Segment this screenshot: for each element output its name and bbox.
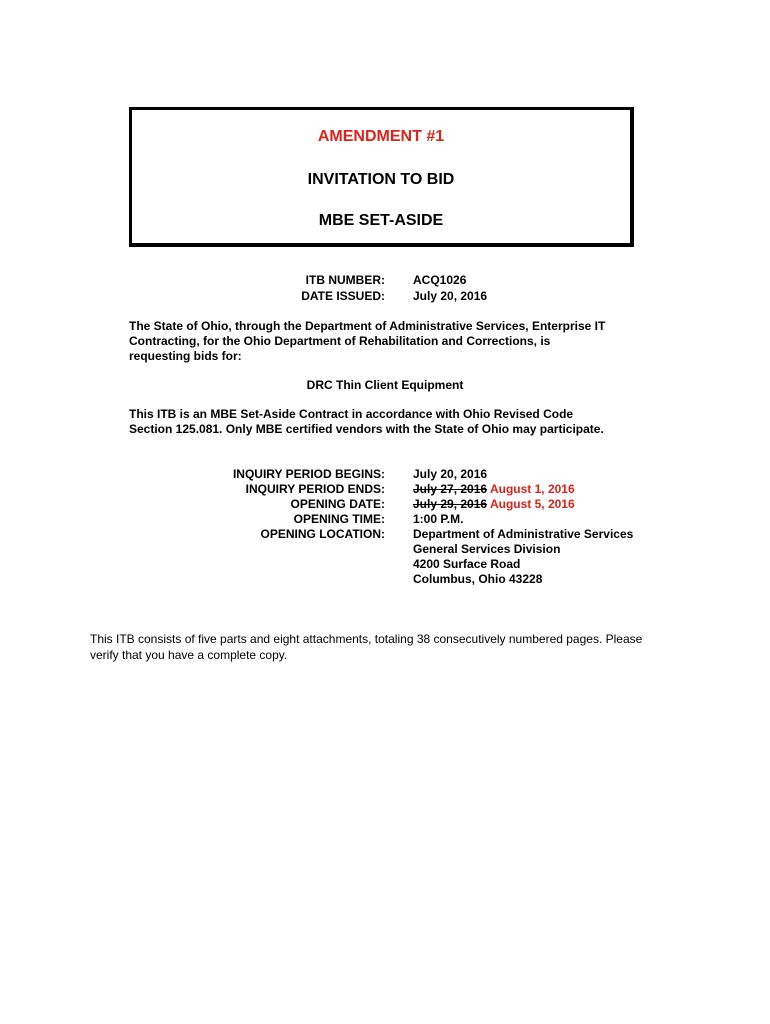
- location-line-1: Department of Administrative Services: [413, 527, 634, 541]
- location-line-4: Columbus, Ohio 43228: [413, 572, 543, 586]
- completeness-line-2: verify that you have a complete copy.: [90, 648, 288, 662]
- intro-paragraph: [129, 319, 649, 364]
- title-box: [129, 107, 634, 247]
- intro-line-1: The State of Ohio, through the Department of Administrative Services, Enterprise IT: [129, 319, 606, 333]
- completeness-line-1: This ITB consists of five parts and eight attachments, totaling 38 consecutively numbered pages. Please: [90, 632, 643, 646]
- itb-number-value: ACQ1026: [413, 273, 467, 287]
- opening-date-old: July 29, 2016: [413, 497, 488, 511]
- opening-location-label: OPENING LOCATION:: [260, 527, 385, 541]
- inquiry-ends-value: [413, 482, 575, 497]
- inquiry-begins-label: INQUIRY PERIOD BEGINS:: [232, 467, 385, 481]
- location-line-2: General Services Division: [413, 542, 561, 556]
- document-title: INVITATION TO BID: [307, 171, 455, 188]
- location-line-3: 4200 Surface Road: [413, 557, 521, 571]
- opening-date-value: [413, 497, 575, 512]
- date-issued-value: July 20, 2016: [413, 289, 488, 303]
- date-issued-label: DATE ISSUED:: [301, 289, 385, 303]
- opening-date-new: August 5, 2016: [489, 497, 575, 511]
- itb-number-label: ITB NUMBER:: [305, 273, 385, 287]
- intro-line-3: requesting bids for:: [129, 349, 242, 363]
- inquiry-ends-old-date: July 27, 2016: [413, 482, 488, 496]
- intro-line-2: Contracting, for the Ohio Department of Rehabilitation and Corrections, is: [129, 334, 551, 348]
- inquiry-ends-label: INQUIRY PERIOD ENDS:: [245, 482, 385, 496]
- mbe-notice: [129, 407, 669, 437]
- completeness-notice: [90, 631, 690, 663]
- bid-subject: DRC Thin Client Equipment: [306, 378, 464, 392]
- inquiry-ends-new-date: August 1, 2016: [489, 482, 575, 496]
- mbe-notice-line-2: Section 125.081. Only MBE certified vendors with the State of Ohio may participate.: [129, 422, 604, 436]
- document-subtitle: MBE SET-ASIDE: [318, 212, 444, 229]
- opening-time-value: 1:00 P.M.: [413, 512, 464, 526]
- opening-time-label: OPENING TIME:: [293, 512, 385, 526]
- opening-location-value: [413, 527, 633, 587]
- inquiry-begins-value: July 20, 2016: [413, 467, 488, 481]
- opening-date-label: OPENING DATE:: [290, 497, 385, 511]
- mbe-notice-line-1: This ITB is an MBE Set-Aside Contract in accordance with Ohio Revised Code: [129, 407, 574, 421]
- amendment-heading: AMENDMENT #1: [317, 128, 445, 145]
